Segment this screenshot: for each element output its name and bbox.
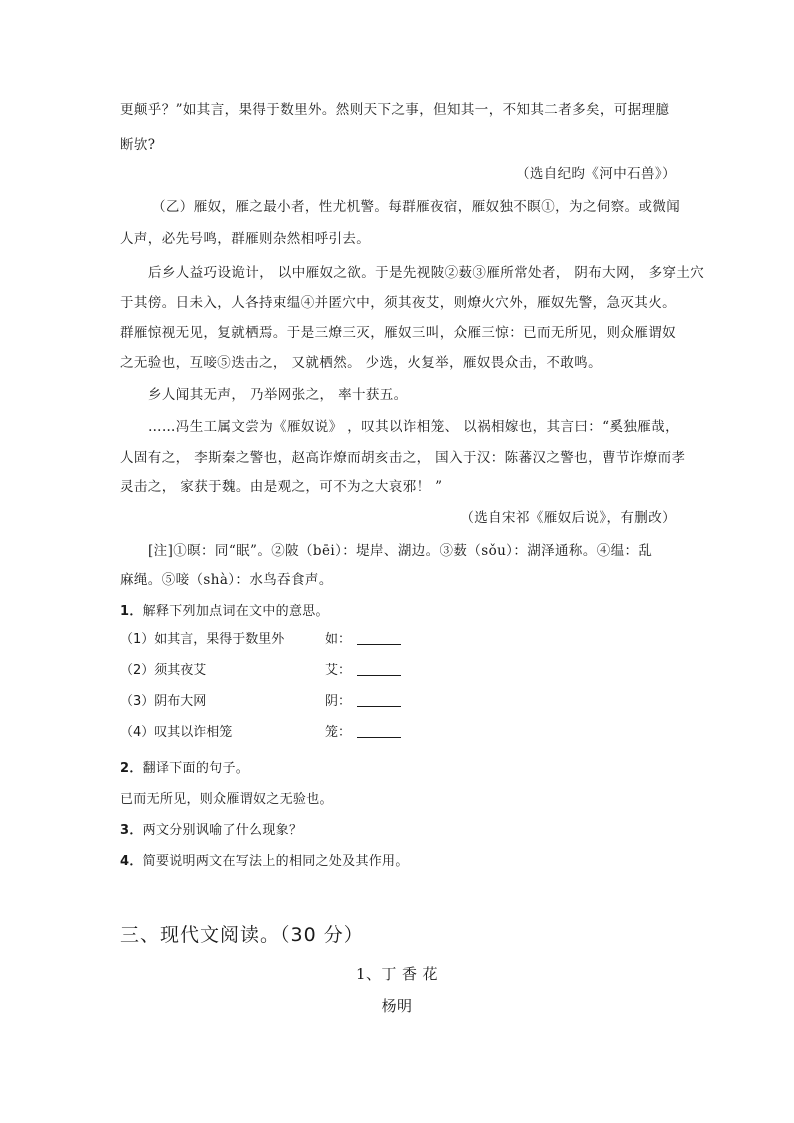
sub-item-word: 如： <box>325 632 352 647</box>
annotation-line: [注]①暝：同“眠”。②陂（bēi）：堤岸、湖边。③薮（sǒu）：湖泽通称。④缊：乱 <box>148 543 653 559</box>
passage-line: 后乡人益巧设诡计， 以中雁奴之欲。于是先视陂②薮③雁所常处者， 阴布大网， 多穿土穴 <box>148 265 705 281</box>
passage-line: 灵击之， 家获于魏。由是观之，可不为之大哀邪！ ” <box>120 479 443 495</box>
question-number: 2． <box>120 761 143 776</box>
passage-line: ……冯生工属文尝为《雁奴说》 ，叹其以诈相笼、 以祸相嫁也，其言曰：“奚独雁哉， <box>148 419 679 435</box>
question-text: 解释下列加点词在文中的意思。 <box>142 604 329 619</box>
question-text: 两文分别讽喻了什么现象？ <box>142 823 303 838</box>
annotation-line: 麻绳。⑤唼（shà）：水鸟吞食声。 <box>120 572 333 588</box>
sub-item-phrase: （2）须其夜艾 <box>120 663 207 678</box>
sub-item-phrase: （3）阴布大网 <box>120 694 207 709</box>
question-text: 翻译下面的句子。 <box>142 761 250 776</box>
sub-item-phrase: （4）叹其以诈相笼 <box>120 725 233 740</box>
passage-line: 群雁惊视无见，复就栖焉。于是三燎三灭，雁奴三叫，众雁三惊：已而无所见，则众雁谓奴 <box>120 325 676 341</box>
answer-blank[interactable] <box>357 630 401 645</box>
question-number: 1． <box>120 604 143 619</box>
question-number: 4． <box>120 854 143 869</box>
article-author: 杨明 <box>381 997 413 1015</box>
answer-blank[interactable] <box>357 692 401 707</box>
passage-line: 更颠乎？”如其言，果得于数里外。然则天下之事，但知其一，不知其二者多矣，可据理臆 <box>120 102 670 118</box>
question-text: 简要说明两文在写法上的相同之处及其作用。 <box>142 854 409 869</box>
article-title: 1、丁 香 花 <box>356 965 438 983</box>
question-3 <box>120 821 302 841</box>
passage-line: 人声，必先号鸣，群雁则杂然相呼引去。 <box>120 231 371 247</box>
sub-item-word: 阴： <box>325 694 352 709</box>
source-citation: （选自宋祁《雁奴后说》，有删改） <box>460 510 676 526</box>
passage-line: （乙）雁奴，雁之最小者，性尤机警。每群雁夜宿，雁奴独不瞑①，为之伺察。或微闻 <box>152 199 681 215</box>
answer-blank[interactable] <box>357 723 401 738</box>
question-4 <box>120 852 409 872</box>
sub-item-phrase: （1）如其言，果得于数里外 <box>120 632 285 647</box>
sub-item-word: 笼： <box>325 725 352 740</box>
sub-item <box>120 723 352 743</box>
section-heading: 三、现代文阅读。（30 分） <box>120 924 364 946</box>
passage-line: 人固有之， 李斯秦之警也，赵高诈燎而胡亥击之， 国入于汉：陈蕃汉之警也，曹节诈燎而孝 <box>120 450 686 466</box>
question-sentence: 已而无所见，则众雁谓奴之无验也。 <box>120 792 333 807</box>
question-2 <box>120 759 249 779</box>
source-citation: （选自纪昀《河中石兽》） <box>515 166 676 182</box>
sub-item <box>120 630 352 650</box>
passage-line: 于其傍。日未入，人各持束缊④并匿穴中，须其夜艾，则燎火穴外，雁奴先警，急灭其火。 <box>120 295 676 311</box>
passage-line: 乡人闻其无声， 乃举网张之， 率十获五。 <box>148 387 408 403</box>
answer-blank[interactable] <box>357 661 401 676</box>
sub-item-word: 艾： <box>325 663 352 678</box>
passage-line: 之无验也，互唼⑤迭击之， 又就栖然。 少选，火复举，雁奴畏众击，不敢鸣。 <box>120 355 602 371</box>
sub-item <box>120 661 352 681</box>
sub-item <box>120 692 352 712</box>
passage-line: 断欤? <box>120 137 156 153</box>
question-1 <box>120 602 329 622</box>
question-number: 3． <box>120 823 143 838</box>
